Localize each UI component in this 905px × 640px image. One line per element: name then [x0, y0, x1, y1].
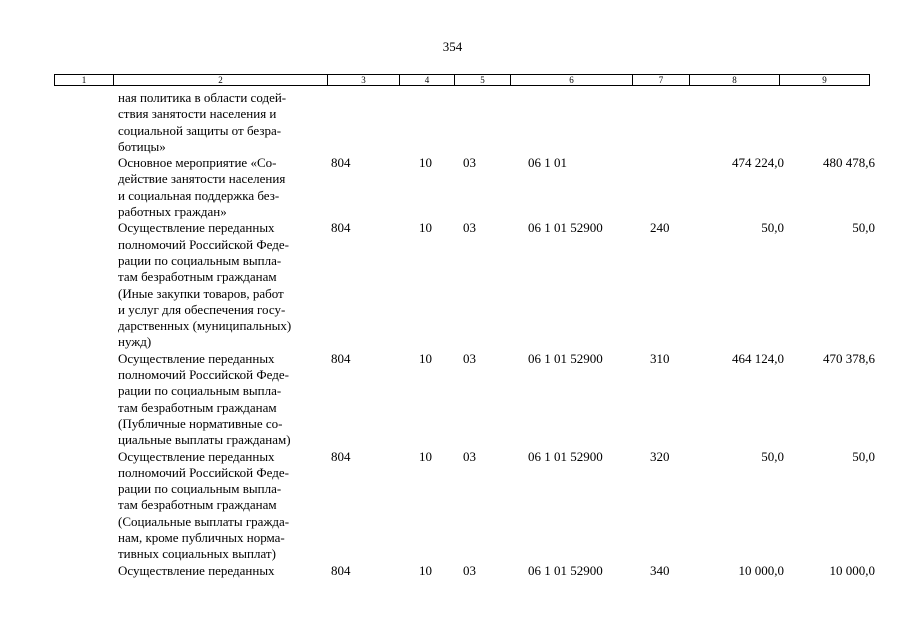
ministry-code: 804 [331, 155, 351, 171]
ministry-code: 804 [331, 350, 351, 366]
row-name-line: полномочий Российской Феде- [118, 236, 289, 252]
amount-year-2: 470 378,6 [823, 350, 875, 366]
row-name-line: нужд) [118, 334, 152, 350]
amount-year-2: 50,0 [852, 448, 875, 464]
section-code: 10 [419, 448, 432, 464]
section-code: 10 [419, 350, 432, 366]
column-number-header [54, 74, 870, 86]
row-name [118, 90, 323, 155]
amount-year-1: 10 000,0 [738, 562, 784, 578]
row-name-line: (Социальные выплаты гражда- [118, 513, 290, 529]
amount-year-1: 464 124,0 [732, 350, 784, 366]
row-name [118, 155, 323, 220]
row-name-line: работных граждан» [118, 204, 227, 220]
header-col-3: 3 [328, 75, 400, 86]
row-name-line: действие занятости населения [118, 171, 286, 187]
expense-type-code: 340 [650, 562, 670, 578]
row-name-line: нам, кроме публичных норма- [118, 530, 285, 546]
row-name-line: ная политика в области содей- [118, 90, 287, 105]
amount-year-1: 50,0 [761, 448, 784, 464]
subsection-code: 03 [463, 220, 476, 236]
table-row [0, 563, 905, 579]
row-name-line: рации по социальным выпла- [118, 481, 282, 497]
subsection-code: 03 [463, 155, 476, 171]
section-code: 10 [419, 562, 432, 578]
row-name-line: и услуг для обеспечения госу- [118, 301, 286, 317]
target-article-code: 06 1 01 52900 [528, 350, 603, 366]
header-col-7: 7 [633, 75, 690, 86]
row-name-line: тивных социальных выплат) [118, 546, 276, 562]
header-col-8: 8 [690, 75, 780, 86]
amount-year-1: 474 224,0 [732, 155, 784, 171]
header-col-9: 9 [780, 75, 870, 86]
amount-year-1: 50,0 [761, 220, 784, 236]
row-name-line: Осуществление переданных [118, 350, 275, 366]
row-name-line: рации по социальным выпла- [118, 252, 282, 268]
row-name-line: социальной защиты от безра- [118, 122, 282, 138]
row-name-line: ствия занятости населения и [118, 106, 277, 122]
target-article-code: 06 1 01 52900 [528, 562, 603, 578]
subsection-code: 03 [463, 562, 476, 578]
subsection-code: 03 [463, 350, 476, 366]
amount-year-2: 50,0 [852, 220, 875, 236]
row-name [118, 220, 323, 350]
row-name-line: полномочий Российской Феде- [118, 367, 289, 383]
row-name-line: там безработным гражданам [118, 497, 277, 513]
section-code: 10 [419, 220, 432, 236]
expense-type-code: 310 [650, 350, 670, 366]
row-name [118, 449, 323, 563]
ministry-code: 804 [331, 562, 351, 578]
table-row [0, 449, 905, 563]
ministry-code: 804 [331, 448, 351, 464]
section-code: 10 [419, 155, 432, 171]
row-name [118, 351, 323, 449]
header-col-5: 5 [455, 75, 511, 86]
header-col-4: 4 [400, 75, 455, 86]
row-name-line: Осуществление переданных [118, 562, 275, 578]
table-row [0, 155, 905, 220]
row-name-line: там безработным гражданам [118, 399, 277, 415]
amount-year-2: 480 478,6 [823, 155, 875, 171]
row-name [118, 563, 323, 579]
row-name-line: ботицы» [118, 138, 166, 154]
row-name-line: (Публичные нормативные со- [118, 415, 283, 431]
target-article-code: 06 1 01 52900 [528, 448, 603, 464]
row-name-line: Осуществление переданных [118, 448, 275, 464]
table-row [0, 220, 905, 350]
expense-type-code: 320 [650, 448, 670, 464]
row-name-line: циальные выплаты гражданам) [118, 432, 291, 448]
row-name-line: и социальная поддержка без- [118, 187, 280, 203]
amount-year-2: 10 000,0 [829, 562, 875, 578]
row-name-line: (Иные закупки товаров, работ [118, 285, 284, 301]
row-name-line: дарственных (муниципальных) [118, 318, 292, 334]
table-row [0, 90, 905, 155]
ministry-code: 804 [331, 220, 351, 236]
expense-type-code: 240 [650, 220, 670, 236]
header-col-2: 2 [114, 75, 328, 86]
table-row [0, 351, 905, 449]
row-name-line: Осуществление переданных [118, 220, 275, 236]
target-article-code: 06 1 01 [528, 155, 567, 171]
row-name-line: рации по социальным выпла- [118, 383, 282, 399]
budget-table-body [0, 90, 905, 579]
subsection-code: 03 [463, 448, 476, 464]
header-col-1: 1 [55, 75, 114, 86]
row-name-line: Основное мероприятие «Со- [118, 155, 277, 171]
row-name-line: там безработным гражданам [118, 269, 277, 285]
header-col-6: 6 [511, 75, 633, 86]
target-article-code: 06 1 01 52900 [528, 220, 603, 236]
page-number: 354 [442, 39, 463, 54]
row-name-line: полномочий Российской Феде- [118, 464, 289, 480]
